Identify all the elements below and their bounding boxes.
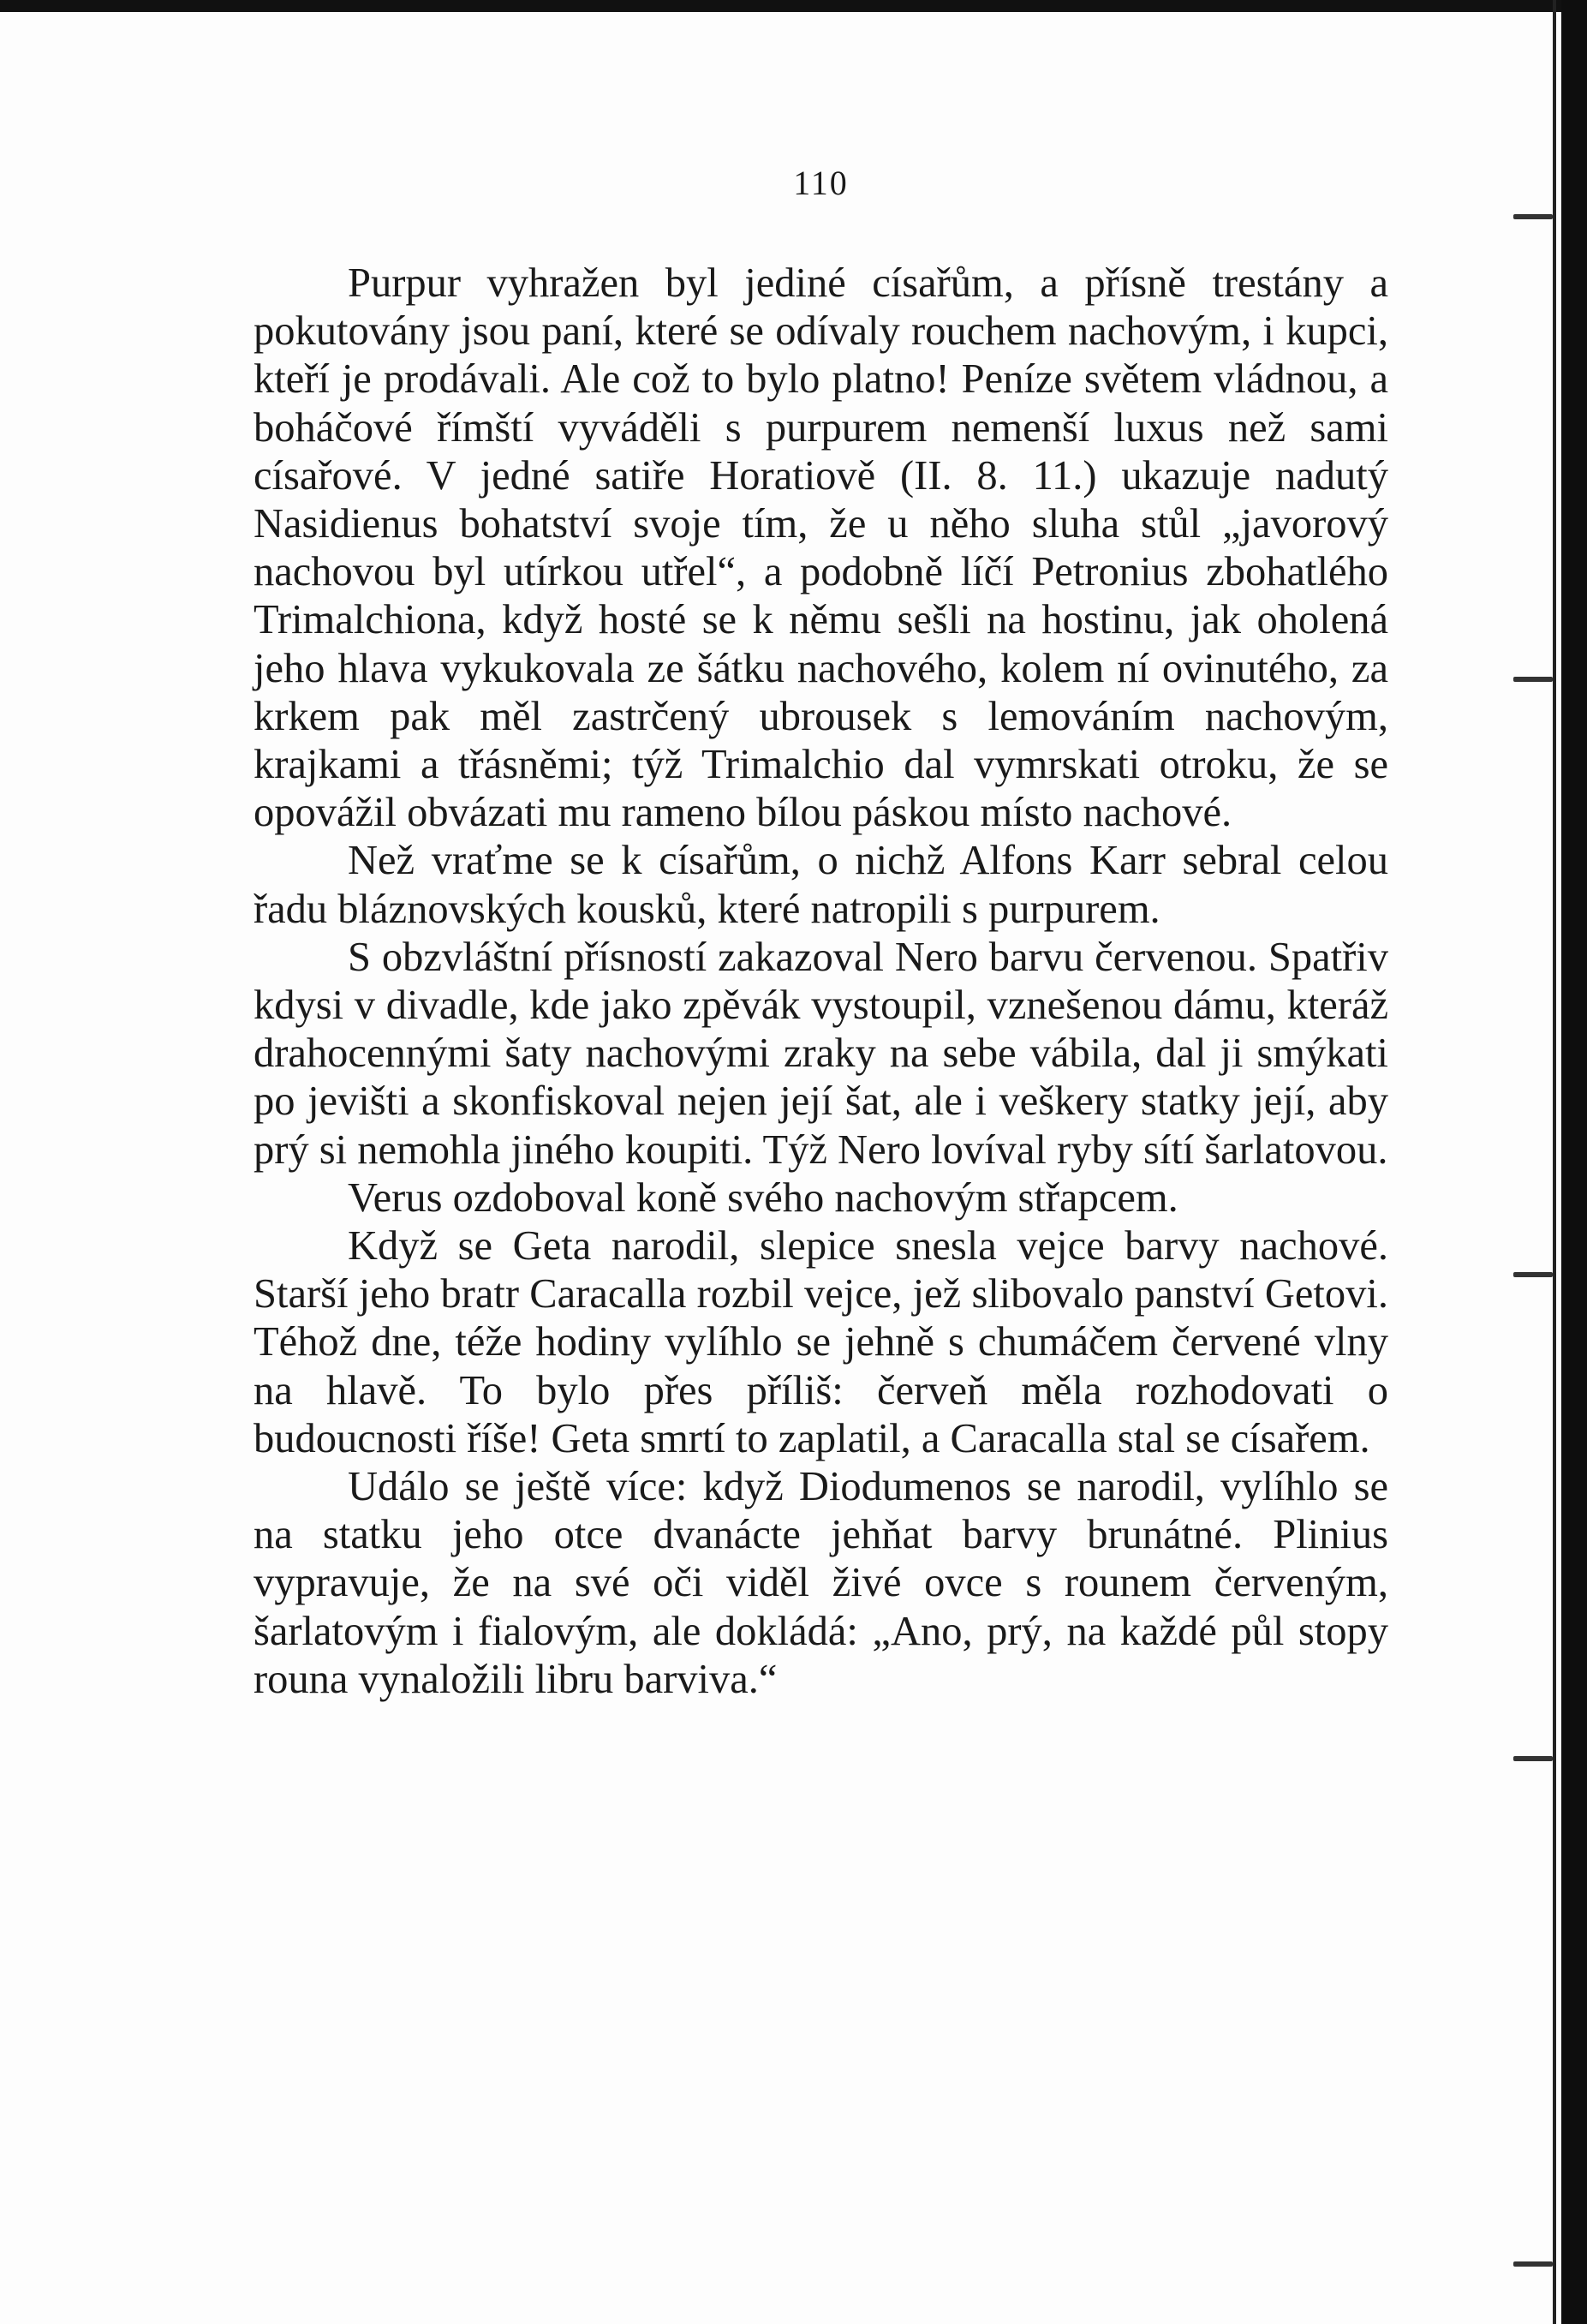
scan-border-right — [1561, 0, 1587, 2324]
paragraph: Když se Geta narodil, slepice snesla vejce barvy nachové. Starší jeho bratr Caracalla rozbil vejce, jež slibovalo panství Getovi. Téhož dne, téže hodiny vylíhlo se jehně s chumáčem červené vlny na hlavě. To bylo přes příliš: červeň měla rozhodovati o budoucnosti říše! Geta smrtí to zaplatil, a Caracalla stal se císařem. — [254, 1223, 1388, 1461]
binding-mark — [1513, 2261, 1553, 2267]
scan-border-top — [0, 0, 1587, 12]
page-number: 110 — [793, 164, 849, 202]
binding-mark — [1513, 677, 1553, 682]
paragraph: Purpur vyhražen byl jediné císařům, a přísně trestány a pokutovány jsou paní, které se odívaly rouchem nachovým, i kupci, kteří je prodávali. Ale což to bylo platno! Peníze světem vládnou, a boháčové římští vyváděli s purpurem nemenší luxus než sami císařové. V jedné satiře Horatiově (II. 8. 11.) ukazuje nadutý Nasidienus bohatství svoje tím, že u něho sluha stůl „javorový nachovou byl utírkou utřel“, a podobně líčí Petronius zbohatlého Trimalchiona, když hosté se k němu sešli na hostinu, jak oholená jeho hlava vykukovala ze šátku nachového, kolem ní ovinutého, za krkem pak měl zastrčený ubrousek s lemováním nachovým, krajkami a třásněmi; týž Trimalchio dal vymrskati otroku, že se opovážil obvázati mu rameno bílou páskou místo nachové. — [254, 260, 1388, 836]
scan-edge-strip — [1553, 0, 1556, 2324]
body-text — [254, 260, 1388, 1704]
binding-mark — [1513, 214, 1553, 219]
paragraph: Verus ozdoboval koně svého nachovým střapcem. — [348, 1174, 1178, 1221]
paragraph: Událo se ještě více: když Diodumenos se narodil, vylíhlo se na statku jeho otce dvanácte jehňat barvy brunátné. Plinius vypravuje, že na své oči viděl živé ovce s rounem červeným, šarlatovým i fialovým, ale dokládá: „Ano, prý, na každé půl stopy rouna vynaložili libru barviva.“ — [254, 1464, 1388, 1702]
paragraph: S obzvláštní přísností zakazoval Nero barvu červenou. Spatřiv kdysi v divadle, kde jako zpěvák vystoupil, vznešenou dámu, kteráž drahocennými šaty nachovými zraky na sebe vábila, dal ji smýkati po jevišti a skonfiskoval nejen její šat, ale i veškery statky její, aby prý si nemohla jiného koupiti. Týž Nero lovíval ryby sítí šarlatovou. — [254, 934, 1388, 1173]
binding-mark — [1513, 1272, 1553, 1277]
binding-mark — [1513, 1756, 1553, 1761]
book-page — [254, 163, 1388, 1704]
paragraph: Než vraťme se k císařům, o nichž Alfons Karr sebral celou řadu bláznovských kousků, které natropili s purpurem. — [254, 838, 1388, 932]
